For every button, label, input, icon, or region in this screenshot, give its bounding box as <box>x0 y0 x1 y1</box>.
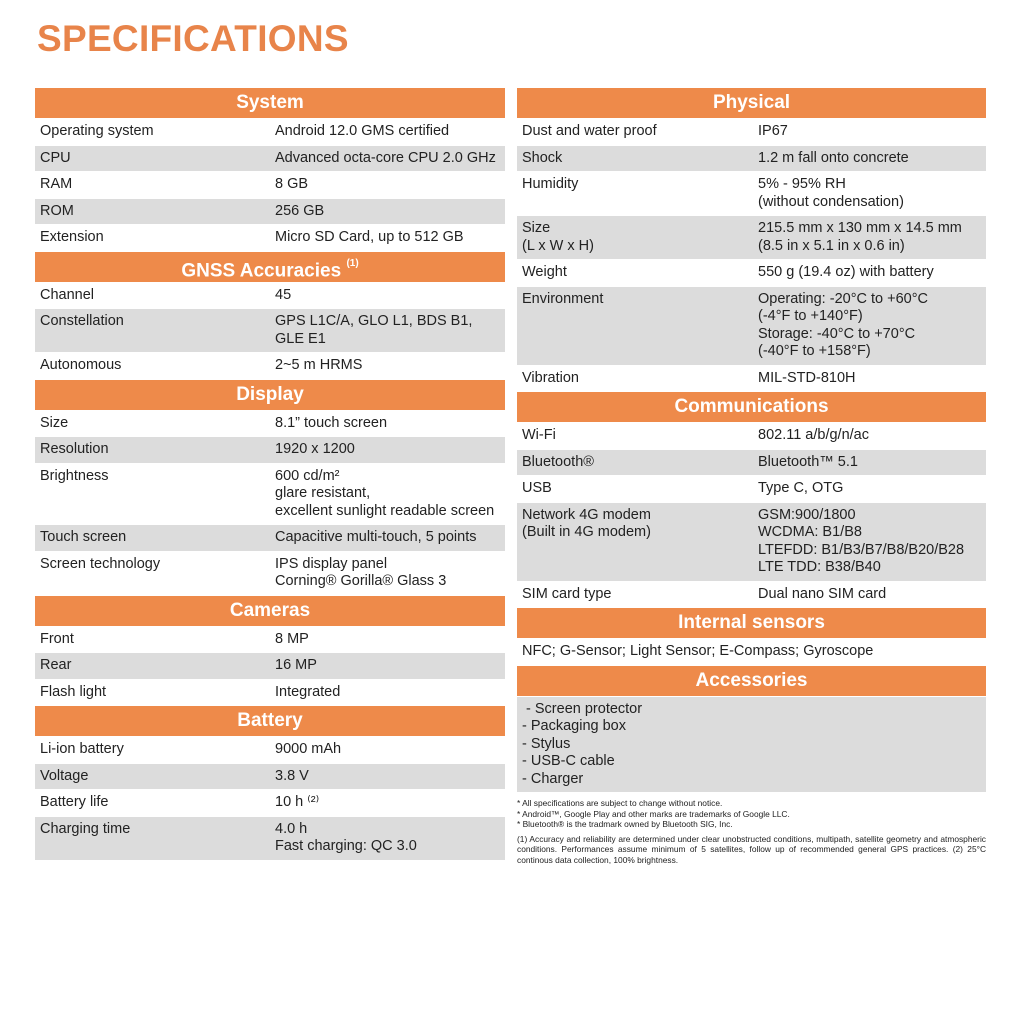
spec-row <box>517 146 986 172</box>
section-list-accessories: - Screen protector - Packaging box - Stylus - USB-C cable - Charger <box>517 697 986 793</box>
spec-row <box>517 216 986 259</box>
spec-value: 215.5 mm x 130 mm x 14.5 mm (8.5 in x 5.1 in x 0.6 in) <box>758 220 962 254</box>
spec-value: GSM:900/1800 WCDMA: B1/B8 LTEFDD: B1/B3/B7/B8/B20/B28 LTE TDD: B38/B40 <box>758 506 965 575</box>
spec-value: Android 12.0 GMS certified <box>275 123 450 139</box>
footnote-ref: (1) <box>346 257 359 269</box>
spec-value: Capacitive multi-touch, 5 points <box>275 529 477 545</box>
spec-label: Vibration <box>522 369 579 386</box>
section-heading-text: Physical <box>712 92 791 113</box>
spec-label: Humidity <box>522 176 579 192</box>
spec-row <box>517 287 986 365</box>
spec-row <box>517 119 986 145</box>
spec-row <box>35 764 505 790</box>
spec-value: Advanced octa-core CPU 2.0 GHz <box>275 149 496 166</box>
spec-label: Environment <box>522 290 604 307</box>
spec-value: 45 <box>275 286 292 303</box>
spec-label: Size (L x W x H) <box>522 220 594 254</box>
spec-row <box>517 582 986 608</box>
spec-value: 2~5 m HRMS <box>275 357 363 373</box>
right-column <box>517 88 986 865</box>
disclaimer-notes <box>517 798 986 865</box>
spec-value: 8.1” touch screen <box>275 414 388 431</box>
spec-row <box>35 146 505 172</box>
spec-label: Network 4G modem (Built in 4G modem) <box>522 506 651 540</box>
section-heading-physical <box>517 88 986 118</box>
spec-row <box>35 411 505 437</box>
spec-value: 8 GB <box>275 176 309 192</box>
spec-label: Front <box>40 630 74 647</box>
spec-value: 802.11 a/b/g/n/ac <box>758 427 869 443</box>
spec-row <box>35 119 505 145</box>
spec-label: Rear <box>40 657 72 673</box>
spec-value: IPS display panel Corning® Gorilla® Glass 3 <box>275 555 447 589</box>
spec-value: 16 MP <box>275 657 317 673</box>
spec-row <box>35 437 505 463</box>
spec-label: Size <box>40 414 69 431</box>
note-line: * Android™, Google Play and other marks are trademarks of Google LLC. <box>517 808 790 819</box>
spec-label: Wi-Fi <box>522 427 556 443</box>
spec-row <box>35 225 505 251</box>
section-list-internal-sensors: NFC; G-Sensor; Light Sensor; E-Compass; Gyroscope <box>522 643 874 659</box>
spec-value: 1.2 m fall onto concrete <box>758 149 909 166</box>
spec-value: 5% - 95% RH (without condensation) <box>758 176 904 210</box>
section-heading-battery <box>35 706 505 736</box>
spec-row <box>517 260 986 286</box>
spec-value: 4.0 h Fast charging: QC 3.0 <box>275 820 417 854</box>
spec-label: Bluetooth® <box>522 453 594 470</box>
spec-label: Resolution <box>40 441 109 457</box>
spec-value: MIL-STD-810H <box>758 369 856 386</box>
spec-row <box>517 503 986 581</box>
spec-row <box>517 172 986 215</box>
spec-value: Integrated <box>275 683 341 700</box>
page-title: SPECIFICATIONS <box>37 18 349 59</box>
note-line: * Bluetooth® is the tradmark owned by Bluetooth SIG, Inc. <box>517 819 733 829</box>
spec-row <box>517 476 986 502</box>
spec-label: Voltage <box>40 767 89 784</box>
spec-row <box>35 790 505 816</box>
spec-value: IP67 <box>758 123 788 139</box>
section-heading-internal-sensors <box>517 608 986 638</box>
spec-label: Charging time <box>40 820 131 837</box>
spec-value: GPS L1C/A, GLO L1, BDS B1, GLE E1 <box>275 313 473 347</box>
section-heading-text: Internal sensors <box>678 612 825 633</box>
spec-label: Weight <box>522 264 567 280</box>
section-heading-text: GNSS Accuracies <box>181 259 342 281</box>
section-heading-text: Accessories <box>695 669 808 691</box>
section-heading-text: Battery <box>237 710 303 731</box>
spec-label: ROM <box>40 202 74 219</box>
spec-label: CPU <box>40 149 71 166</box>
spec-value: Bluetooth™ 5.1 <box>758 453 858 470</box>
spec-row <box>35 464 505 525</box>
left-column <box>35 88 505 861</box>
spec-label: SIM card type <box>522 585 612 602</box>
spec-label: Screen technology <box>40 555 161 572</box>
spec-row <box>35 737 505 763</box>
section-heading-text: Cameras <box>229 599 311 621</box>
footnote-text: (1) Accuracy and reliability are determined under clear unobstructed conditions, multipath, satellite geometry and atmospheric conditions. Performances assume minimum of 5 satellites, follow up of recommended general GPS practices. (2) 25°C continous data collection, 100% brightness. <box>517 833 986 865</box>
spec-value: 8 MP <box>275 630 309 647</box>
spec-row <box>517 423 986 449</box>
spec-row <box>517 366 986 392</box>
spec-row <box>517 450 986 476</box>
spec-label: Touch screen <box>40 529 127 545</box>
spec-row <box>35 353 505 379</box>
spec-label: Operating system <box>40 123 154 139</box>
spec-value: 1920 x 1200 <box>275 441 355 457</box>
spec-label: Battery life <box>40 794 109 810</box>
spec-row <box>35 552 505 595</box>
note-line: * All specifications are subject to change without notice. <box>517 798 723 808</box>
spec-label: Constellation <box>40 313 124 329</box>
section-heading-text: Communications <box>674 396 829 417</box>
spec-value: 3.8 V <box>275 767 309 784</box>
spec-row <box>35 680 505 706</box>
spec-value: 10 h ⁽²⁾ <box>275 794 320 810</box>
spec-label: Brightness <box>40 467 109 484</box>
section-heading-text: System <box>236 92 304 113</box>
spec-value: Type C, OTG <box>758 480 844 496</box>
spec-row <box>35 199 505 225</box>
section-heading-system <box>35 88 505 118</box>
section-heading-text: Display <box>236 383 304 405</box>
spec-label: Autonomous <box>40 357 122 373</box>
spec-label: Dust and water proof <box>522 123 657 139</box>
spec-label: Channel <box>40 286 95 303</box>
spec-row <box>35 525 505 551</box>
spec-label: RAM <box>40 176 73 192</box>
spec-row <box>35 817 505 860</box>
section-heading-gnss-accuracies <box>35 252 505 282</box>
section-heading-accessories <box>517 666 986 696</box>
section-heading-cameras <box>35 596 505 626</box>
spec-value: Operating: -20°C to +60°C (-4°F to +140°F) Storage: -40°C to +70°C (-40°F to +158°F) <box>758 290 928 359</box>
spec-row <box>35 653 505 679</box>
spec-value: Micro SD Card, up to 512 GB <box>275 229 464 245</box>
section-heading-display <box>35 380 505 410</box>
spec-label: USB <box>522 480 552 496</box>
spec-label: Shock <box>522 149 563 166</box>
spec-label: Li-ion battery <box>40 741 124 757</box>
spec-label: Flash light <box>40 683 107 700</box>
spec-row <box>35 172 505 198</box>
spec-value: 256 GB <box>275 202 325 219</box>
spec-label: Extension <box>40 229 104 245</box>
spec-value: 600 cd/m² glare resistant, excellent sunlight readable screen <box>275 467 495 519</box>
spec-value: Dual nano SIM card <box>758 585 887 602</box>
section-heading-communications <box>517 392 986 422</box>
spec-row <box>35 627 505 653</box>
spec-value: 9000 mAh <box>275 741 342 757</box>
spec-row <box>35 283 505 309</box>
spec-value: 550 g (19.4 oz) with battery <box>758 264 934 280</box>
spec-row <box>35 309 505 352</box>
